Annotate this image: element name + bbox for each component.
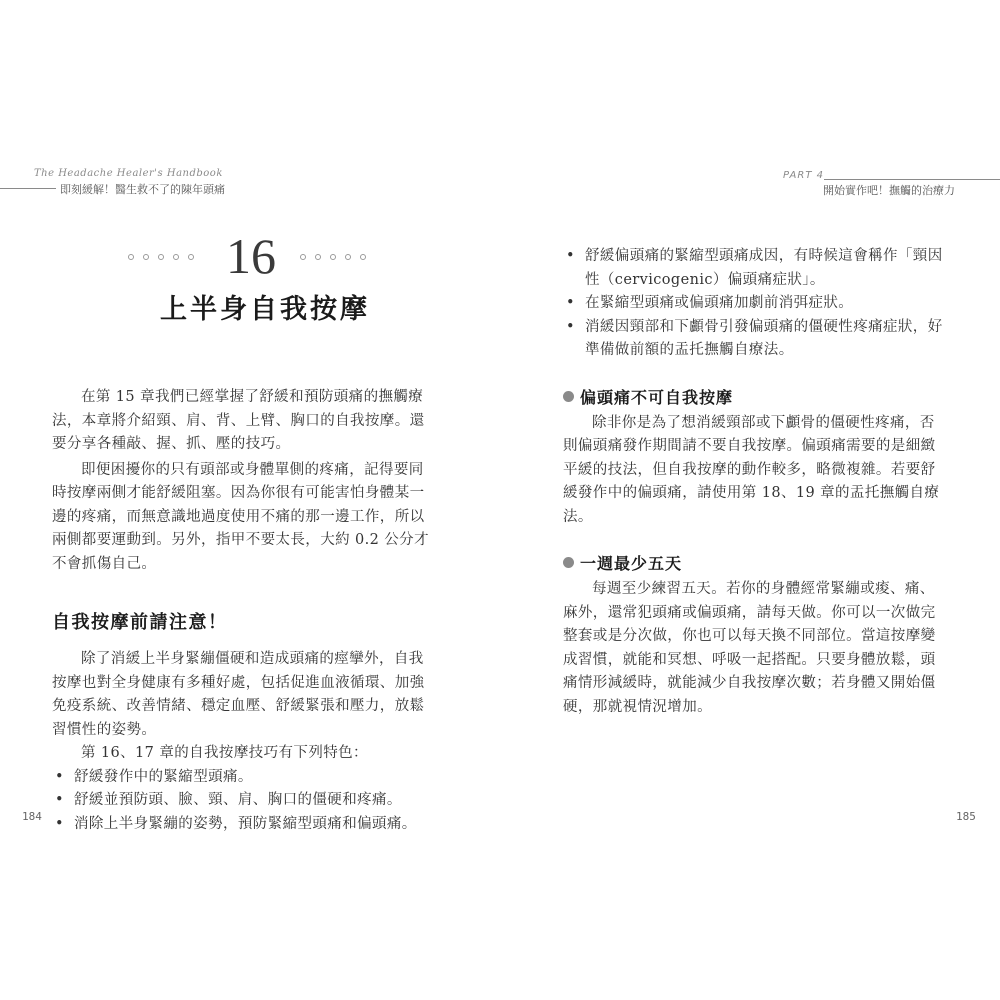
book-title-en: The Headache Healer's Handbook bbox=[34, 168, 223, 179]
section-heading-text: 一週最少五天 bbox=[580, 554, 683, 573]
part-title: 開始實作吧！撫觸的治療力 bbox=[823, 184, 955, 197]
list-item: • 舒緩並預防頭、臉、頸、肩、胸口的僵硬和疼痛。 bbox=[52, 789, 438, 813]
header-rule-right bbox=[824, 179, 1000, 180]
header-rule-left bbox=[0, 188, 56, 189]
dot-ornament bbox=[173, 254, 179, 260]
dot-ornament bbox=[360, 254, 366, 260]
section-heading-no-migraine-massage bbox=[563, 385, 949, 408]
decorative-dots-right bbox=[300, 254, 366, 260]
section-paragraph: 每週至少練習五天。若你的身體經常緊繃或痠、痛、麻外，還常犯頭痛或偏頭痛，請每天做。你可以一次做完整套或是分次做，你也可以每天換不同部位。當這按摩變成習慣，就能和冥想、呼吸一起搭配。只要身體放鬆，頭痛情形減緩時，就能減少自我按摩次數；若身體又開始僵硬，那就視情況增加。 bbox=[563, 581, 936, 715]
feature-list bbox=[52, 766, 438, 837]
chapter-title: 上半身自我按摩 bbox=[160, 294, 370, 325]
right-page-body bbox=[563, 245, 949, 719]
section-paragraph: 除非你是為了想消緩頸部或下顱骨的僵硬性疼痛，否則偏頭痛發作期間請不要自我按摩。偏頭痛需要的是細緻平緩的技法，但自我按摩的動作較多，略微複雜。若要舒緩發作中的偏頭痛，請使用第 18、19 章的盂托撫觸自療法。 bbox=[563, 414, 940, 525]
list-item: • 舒緩偏頭痛的緊縮型頭痛成因，有時候這會稱作「頸因性（cervicogenic）偏頭痛症狀」。 bbox=[563, 245, 949, 292]
list-item: • 在緊縮型頭痛或偏頭痛加劇前消弭症狀。 bbox=[563, 292, 949, 316]
dot-ornament bbox=[188, 254, 194, 260]
dot-ornament bbox=[128, 254, 134, 260]
decorative-dots-left bbox=[128, 254, 194, 260]
dot-ornament bbox=[330, 254, 336, 260]
section-heading-text: 偏頭痛不可自我按摩 bbox=[580, 387, 734, 407]
part-label: PART 4 bbox=[783, 170, 824, 181]
section-heading-five-days bbox=[563, 551, 949, 574]
book-title-zh: 即刻緩解！醫生救不了的陳年頭痛 bbox=[60, 183, 225, 196]
intro-paragraph: 即便困擾你的只有頭部或身體單側的疼痛，記得要同時按摩兩側才能舒緩阻塞。因為你很有可能害怕身體某一邊的疼痛，而無意識地過度使用不痛的那一邊工作，所以兩側都要運動到。另外，指甲不要太長，大約 0.2 公分才不會抓傷自己。 bbox=[52, 461, 429, 572]
bullet-dot-icon bbox=[563, 557, 574, 568]
subheading-precautions: 自我按摩前請注意！ bbox=[52, 612, 228, 633]
chapter-number: 16 bbox=[226, 228, 276, 284]
dot-ornament bbox=[345, 254, 351, 260]
list-item: • 舒緩發作中的緊縮型頭痛。 bbox=[52, 766, 438, 790]
list-item: • 消緩因頸部和下顱骨引發偏頭痛的僵硬性疼痛症狀，好準備做前額的盂托撫觸自療法。 bbox=[563, 316, 949, 363]
dot-ornament bbox=[143, 254, 149, 260]
left-page-body bbox=[52, 386, 438, 836]
bullet-dot-icon bbox=[563, 391, 574, 402]
page-number-right: 185 bbox=[956, 810, 976, 823]
body-paragraph: 第 16、17 章的自我按摩技巧有下列特色： bbox=[81, 745, 368, 761]
intro-paragraph: 在第 15 章我們已經掌握了舒緩和預防頭痛的撫觸療法，本章將介紹頸、肩、背、上臂、胸口的自我按摩。還要分享各種敲、握、抓、壓的技巧。 bbox=[52, 389, 425, 452]
body-paragraph: 除了消緩上半身緊繃僵硬和造成頭痛的痙攣外，自我按摩也對全身健康有多種好處，包括促進血液循環、加強免疫系統、改善情緒、穩定血壓、舒緩緊張和壓力，放鬆習慣性的姿勢。 bbox=[52, 651, 425, 738]
dot-ornament bbox=[300, 254, 306, 260]
page-number-left: 184 bbox=[22, 810, 42, 823]
dot-ornament bbox=[158, 254, 164, 260]
dot-ornament bbox=[315, 254, 321, 260]
list-item: • 消除上半身緊繃的姿勢，預防緊縮型頭痛和偏頭痛。 bbox=[52, 813, 438, 837]
feature-list-continued bbox=[563, 245, 949, 363]
